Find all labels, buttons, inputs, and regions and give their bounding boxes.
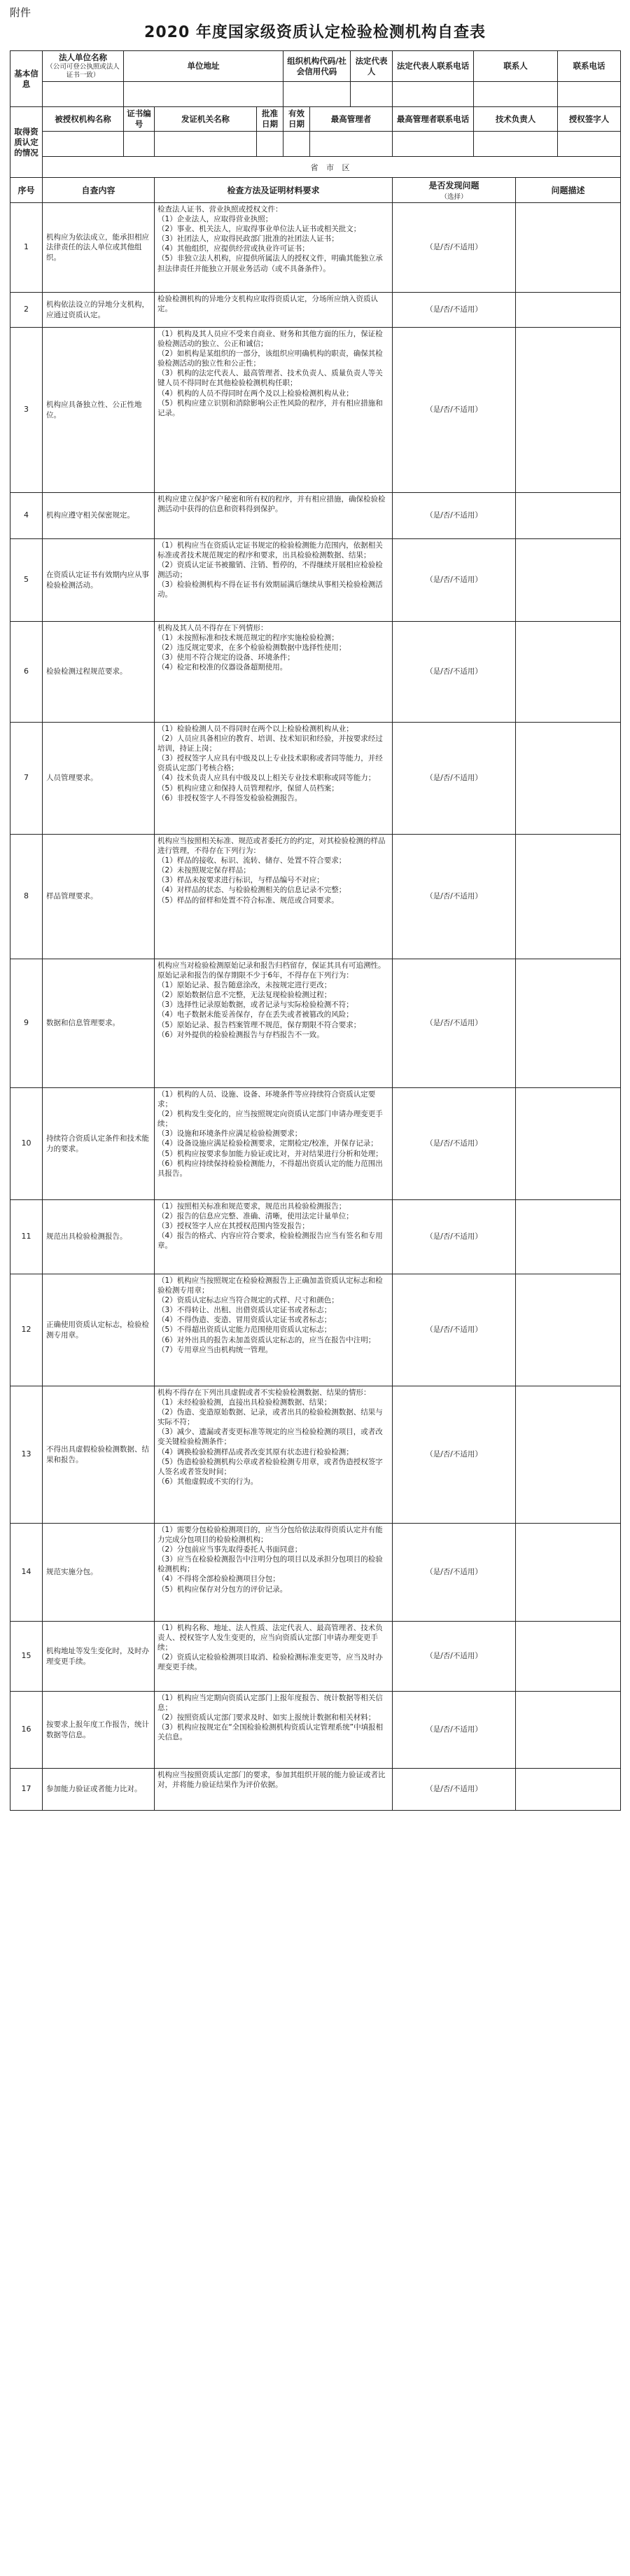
item-content: 样品管理要求。 [43,835,155,959]
item-no: 9 [10,959,43,1088]
basic-info-row-label: 基本信息 [10,51,43,107]
method-line: （7）专用章应当由机构统一管理。 [158,1345,273,1354]
item-content: 人员管理要求。 [43,723,155,835]
method-line: （5）机构应建立和保持人员管理程序，保留人员档案； [158,784,339,793]
item-content: 机构地址等发生变化时，及时办理变更手续。 [43,1622,155,1692]
item-content: 机构应为依法成立，能承担相应法律责任的法人单位或其他组织。 [43,203,155,293]
issue-description-field[interactable] [516,723,621,835]
cert-no-field[interactable] [124,132,155,157]
item-body [10,203,621,1811]
method-line: （4）不得将全部检验检测项目分包； [158,1575,280,1584]
table-row [10,1622,621,1692]
method-line: 检验检测机构的异地分支机构应取得资质认定，分场所应纳入资质认定。 [158,295,379,314]
method-line: （2）如机构是某组织的一部分，该组织应明确机构的职责，确保其检验检测活动的独立性和公正性； [158,349,383,368]
issue-found-select[interactable]: （是/否/不适用） [393,1622,516,1692]
method-line: （4）设备设施应满足检验检测要求，定期检定/校准，并保存记录； [158,1139,378,1148]
method-line: 机构应当按照相关标准、规范或者委托方的约定，对其检验检测的样品进行管理，不得存在下列行为： [158,837,386,856]
col-no: 序号 [10,178,43,203]
item-no: 12 [10,1274,43,1386]
method-line: （4）调换检验检测样品或者改变其原有状态进行检验检测； [158,1447,354,1456]
top-manager-phone-field[interactable] [393,132,474,157]
item-methods [155,493,393,539]
header-valid-date: 有效日期 [284,107,310,132]
method-line: （1）按照相关标准和规范要求，规范出具检验检测报告； [158,1202,346,1211]
method-line: （3）不得转让、出租、出借资质认定证书或者标志； [158,1306,332,1315]
method-line: （1）机构名称、地址、法人性质、法定代表人、最高管理者、技术负责人、授权签字人发生变更的，应当向资质认定部门申请办理变更手续； [158,1624,383,1652]
issue-found-select[interactable]: （是/否/不适用） [393,493,516,539]
method-line: 机构应当对检验检测原始记录和报告归档留存，保证其具有可追溯性。原始记录和报告的保存期限不少于6年，不得存在下列行为： [158,961,386,980]
issue-description-field[interactable] [516,1692,621,1769]
item-content: 在资质认定证书有效期内应从事检验检测活动。 [43,539,155,622]
method-line: （5）机构应建立识别和消除影响公正性风险的程序，并有相应措施和记录。 [158,398,383,417]
item-content: 数据和信息管理要求。 [43,959,155,1088]
authorized-org-field[interactable] [43,132,124,157]
issue-description-field[interactable] [516,1274,621,1386]
table-row [10,1386,621,1524]
item-no: 11 [10,1200,43,1274]
issue-description-field[interactable] [516,493,621,539]
issue-description-field[interactable] [516,622,621,723]
method-line: （1）未经检验检测，直接出具检验检测数据、结果； [158,1398,332,1407]
item-content: 不得出具虚假检验检测数据、结果和报告。 [43,1386,155,1524]
method-line: （3）社团法人，应取得民政部门批准的社团法人证书； [158,235,339,244]
table-row [10,959,621,1088]
method-line: （2）伪造、变造原始数据、记录，或者出具的检验检测数据、结果与实际不符； [158,1408,383,1427]
method-line: （2）违反规定要求，在多个检验检测数据中选择性使用； [158,643,346,653]
item-methods [155,1622,393,1692]
item-content: 机构依法设立的异地分支机构，应通过资质认定。 [43,293,155,328]
method-line: （3）检验检测机构不得在证书有效期届满后继续从事相关检验检测活动。 [158,580,383,599]
method-line: （1）机构及其人员应不受来自商业、财务和其他方面的压力，保证检验检测活动的独立、公正和诚信； [158,330,383,349]
item-no: 17 [10,1769,43,1811]
issue-found-select[interactable]: （是/否/不适用） [393,622,516,723]
item-methods [155,1200,393,1274]
issue-description-field[interactable] [516,539,621,622]
authorized-signer-field[interactable] [558,132,621,157]
approval-date-field[interactable] [257,132,284,157]
issue-found-select[interactable]: （是/否/不适用） [393,1274,516,1386]
col-methods: 检查方法及证明材料要求 [155,178,393,203]
method-line: （1）企业法人，应取得营业执照； [158,215,273,224]
issuing-authority-field[interactable] [155,132,257,157]
table-row [10,293,621,328]
issue-description-field[interactable] [516,1622,621,1692]
header-cert-no: 证书编号 [124,107,155,132]
item-content: 按要求上报年度工作报告，统计数据等信息。 [43,1692,155,1769]
item-content: 机构应遵守相关保密规定。 [43,493,155,539]
method-line: （2）资质认定标志应当符合规定的式样、尺寸和颜色； [158,1296,339,1305]
col-check-label: 是否发现问题 [428,181,479,190]
issue-found-select[interactable]: （是/否/不适用） [393,959,516,1088]
table-row [10,1692,621,1769]
header-main: 法人单位名称 [59,53,107,62]
item-no: 16 [10,1692,43,1769]
method-line: （6）非授权签字人不得签发检验检测报告。 [158,793,302,802]
method-line: （6）对外提供的检验检测报告与存档报告不一致。 [158,1030,324,1039]
method-line: （2）报告的信息应完整、准确、清晰，使用法定计量单位； [158,1212,354,1221]
org-info-row-label: 取得资质认定的情况 [10,107,43,178]
method-line: （3）授权签字人应具有中级及以上专业技术职称或者同等能力，并经资质认定部门考核合格； [158,754,383,773]
item-methods [155,723,393,835]
method-line: （4）其他组织，应提供经营或执业许可证书； [158,244,309,253]
table-row [10,723,621,835]
org-code-field[interactable] [284,82,351,107]
item-methods [155,959,393,1088]
method-line: （1）未按照标准和技术规范规定的程序实施检验检测； [158,634,339,643]
method-line: （2）机构发生变化的，应当按照规定向资质认定部门申请办理变更手续； [158,1110,383,1129]
document-title: 2020 年度国家级资质认定检验检测机构自查表 [144,24,486,41]
item-no: 2 [10,293,43,328]
header-sub: （公司可登公执照或法人证书一致） [46,63,120,79]
item-content: 机构应具备独立性、公正性地位。 [43,328,155,493]
issue-description-field[interactable] [516,959,621,1088]
method-line: （6）机构应持续保持检验检测能力，不得超出资质认定的能力范围出具报告。 [158,1159,383,1178]
item-methods [155,1386,393,1524]
method-line: （2）未按照规定保存样品； [158,866,251,875]
tech-lead-field[interactable] [474,132,558,157]
item-methods [155,1692,393,1769]
org-info-value-row [10,132,621,157]
col-check-sub: （选择） [440,193,468,201]
method-line: （3）减少、遗漏或者变更标准等规定的应当检验检测的项目，或者改变关键检验检测条件； [158,1428,383,1447]
item-methods [155,539,393,622]
table-row [10,539,621,622]
method-line: （5）伪造检验检测机构公章或者检验检测专用章，或者伪造授权签字人签名或者签发时间； [158,1457,383,1476]
issue-description-field[interactable] [516,328,621,493]
method-line: （2）按照资质认定部门要求及时、如实上报统计数据和相关材料； [158,1713,376,1722]
method-line: （4）不得伪造、变造、冒用资质认定证书或者标志； [158,1316,332,1325]
valid-date-field[interactable] [284,132,310,157]
method-line: （2）事业、机关法人，应取得事业单位法人证书或相关批文； [158,225,361,234]
table-row [10,203,621,293]
item-no: 6 [10,622,43,723]
header-approval-date: 批准日期 [257,107,284,132]
col-check [393,178,516,203]
method-line: （2）分包前应当事先取得委托人书面同意； [158,1545,302,1554]
method-line: （1）检验检测人员不得同时在两个以上检验检测机构从业； [158,725,354,733]
issue-found-select[interactable]: （是/否/不适用） [393,1769,516,1811]
top-manager-field[interactable] [310,132,393,157]
legal-rep-field[interactable] [351,82,393,107]
method-line: （4）报告的格式、内容应符合要求，检验检测报告应当有签名和专用章。 [158,1232,383,1251]
table-row [10,493,621,539]
method-line: （4）对样品的状态、与检验检测相关的信息记录不完整； [158,886,346,895]
issue-description-field[interactable] [516,1200,621,1274]
item-content: 正确使用资质认定标志，检验检测专用章。 [43,1274,155,1386]
method-line: （3）样品未按要求进行标识，与样品编号不对应； [158,876,324,885]
method-line: （5）机构应按要求参加能力验证或比对，并对结果进行分析和处理； [158,1149,383,1158]
legal-entity-name-field[interactable] [43,82,124,107]
issue-description-field[interactable] [516,203,621,293]
issue-found-select[interactable]: （是/否/不适用） [393,1692,516,1769]
table-row [10,835,621,959]
org-address-field[interactable]: 省 市 区 [43,157,621,178]
header-top-manager: 最高管理者 [310,107,393,132]
method-line: （3）设施和环境条件应满足检验检测要求； [158,1129,302,1139]
issue-found-select[interactable]: （是/否/不适用） [393,293,516,328]
item-content: 检验检测过程规范要求。 [43,622,155,723]
issue-found-select[interactable]: （是/否/不适用） [393,723,516,835]
col-desc: 问题描述 [516,178,621,203]
method-line: （3）授权签字人应在其授权范围内签发报告； [158,1222,309,1231]
header-unit-address: 单位地址 [124,51,284,82]
method-line: （5）机构应保存对分包方的评价记录。 [158,1585,288,1594]
method-line: （3）选择性记录原始数据，或者记录与实际检验检测不符； [158,1001,354,1010]
method-line: （1）样品的接收、标识、流转、储存、处置不符合要求； [158,856,346,865]
header-top-manager-phone: 最高管理者联系电话 [393,107,474,132]
table-row [10,1274,621,1386]
item-no: 3 [10,328,43,493]
method-line: 机构应当按照资质认定部门的要求，参加其组织开展的能力验证或者比对，并将能力验证结果作为评价依据。 [158,1771,386,1790]
header-contact-phone: 联系电话 [558,51,621,82]
attachment-label: 附件 [10,6,31,19]
item-no: 14 [10,1524,43,1622]
item-no: 10 [10,1088,43,1200]
method-line: （3）机构的法定代表人、最高管理者、技术负责人、质量负责人等关键人员不得同时在其他检验检测机构任职； [158,369,383,388]
item-no: 1 [10,203,43,293]
issue-description-field[interactable] [516,1524,621,1622]
header-legal-rep: 法定代表人 [351,51,393,82]
method-line: （4）机构的人员不得同时在两个及以上检验检测机构从业； [158,389,354,398]
method-line: （1）原始记录、报告随意涂改，未按规定进行更改； [158,981,332,990]
issue-description-field[interactable] [516,835,621,959]
table-row [10,622,621,723]
item-methods [155,1274,393,1386]
item-content: 规范实施分包。 [43,1524,155,1622]
item-no: 8 [10,835,43,959]
issue-found-select[interactable]: （是/否/不适用） [393,203,516,293]
item-no: 5 [10,539,43,622]
table-row [10,328,621,493]
method-line: （4）技术负责人应具有中级及以上相关专业技术职称或同等能力； [158,774,376,783]
issue-found-select[interactable]: （是/否/不适用） [393,539,516,622]
item-methods [155,622,393,723]
method-line: （4）检定和校准的仪器设备超期使用。 [158,663,288,672]
method-line: （5）不得超出资质认定能力范围使用资质认定标志； [158,1325,332,1335]
method-line: （3）机构应按规定在“全国检验检测机构资质认定管理系统”中填报相关信息。 [158,1723,384,1742]
item-methods [155,835,393,959]
item-methods [155,1088,393,1200]
method-line: （3）应当在检验检测报告中注明分包的项目以及承担分包项目的检验检测机构； [158,1555,383,1574]
basic-info-value-row [10,82,621,107]
method-line: （5）非独立法人机构，应提供所属法人的授权文件，明确其能独立承担法律责任并能独立开展业务活动（或不具备条件）。 [158,254,383,273]
method-line: （2）资质认定检验检测项目取消、检验检测标准变更等，应当及时办理变更手续。 [158,1653,383,1672]
issue-description-field[interactable] [516,293,621,328]
method-line: （1）机构的人员、设施、设备、环境条件等应持续符合资质认定要求； [158,1090,376,1109]
item-no: 13 [10,1386,43,1524]
method-line: （2）人员应具备相应的教育、培训、技术知识和经验，并按要求经过培训，持证上岗； [158,734,383,753]
org-address-row [10,157,621,178]
column-header-row [10,178,621,203]
item-content: 持续符合资质认定条件和技术能力的要求。 [43,1088,155,1200]
header-org-code: 组织机构代码/社会信用代码 [284,51,351,82]
item-methods [155,203,393,293]
issue-found-select[interactable]: （是/否/不适用） [393,1524,516,1622]
table-row [10,1769,621,1811]
unit-address-field[interactable] [124,82,284,107]
method-line: 机构不得存在下列出具虚假或者不实检验检测数据、结果的情形： [158,1388,371,1397]
item-no: 4 [10,493,43,539]
method-line: （2）原始数据信息不完整，无法复现检验检测过程； [158,991,332,1000]
issue-found-select[interactable]: （是/否/不适用） [393,1088,516,1200]
table-row [10,1088,621,1200]
contact-field[interactable] [474,82,558,107]
contact-phone-field[interactable] [558,82,621,107]
header-authorized-org: 被授权机构名称 [43,107,124,132]
header-legal-entity-name [43,51,124,82]
item-content: 规范出具检验检测报告。 [43,1200,155,1274]
item-no: 15 [10,1622,43,1692]
header-tech-lead: 技术负责人 [474,107,558,132]
header-authorized-signer: 授权签字人 [558,107,621,132]
item-methods [155,1524,393,1622]
table-row [10,1200,621,1274]
item-methods [155,293,393,328]
issue-found-select[interactable]: （是/否/不适用） [393,1386,516,1524]
method-line: （1）需要分包检验检测项目的，应当分包给依法取得资质认定并有能力完成分包项目的检验检测机构； [158,1526,383,1545]
org-info-header-row [10,107,621,132]
method-line: （1）机构应当定期向资质认定部门上报年度报告、统计数据等相关信息； [158,1694,383,1713]
method-line: 机构应建立保护客户秘密和所有权的程序，并有相应措施，确保检验检测活动中获得的信息和资料得到保护。 [158,495,386,514]
header-issuing-authority: 发证机关名称 [155,107,257,132]
issue-found-select[interactable]: （是/否/不适用） [393,835,516,959]
method-line: 检查法人证书、营业执照或授权文件： [158,205,283,214]
issue-description-field[interactable] [516,1386,621,1524]
header-legal-rep-phone: 法定代表人联系电话 [393,51,474,82]
method-line: （4）电子数据未能妥善保存，存在丢失或者被篡改的风险； [158,1010,354,1019]
method-line: （1）机构应当按照规定在检验检测报告上正确加盖资质认定标志和检验检测专用章； [158,1276,383,1295]
issue-found-select[interactable]: （是/否/不适用） [393,328,516,493]
issue-found-select[interactable]: （是/否/不适用） [393,1200,516,1274]
item-methods [155,1769,393,1811]
table-row [10,1524,621,1622]
method-line: （6）对外出具的报告未加盖资质认定标志的，应当在报告中注明； [158,1335,376,1344]
method-line: （5）原始记录、报告档案管理不规范，保存期限不符合要求； [158,1020,361,1029]
method-line: （3）使用不符合规定的设备、环境条件； [158,653,295,662]
basic-info-header-row [10,51,621,82]
issue-description-field[interactable] [516,1088,621,1200]
issue-description-field[interactable] [516,1769,621,1811]
self-inspection-table [10,50,621,1811]
method-line: （1）机构应当在资质认定证书规定的检验检测能力范围内，依据相关标准或者技术规范规定的程序和要求，出具检验检测数据、结果； [158,541,383,560]
header-contact: 联系人 [474,51,558,82]
method-line: （5）样品的留样和处置不符合标准、规范或合同要求。 [158,896,339,905]
item-content: 参加能力验证或者能力比对。 [43,1769,155,1811]
method-line: （6）其他虚假或不实的行为。 [158,1477,258,1486]
col-content: 自查内容 [43,178,155,203]
item-no: 7 [10,723,43,835]
method-line: （2）资质认定证书被撤销、注销、暂停的，不得继续开展相应检验检测活动； [158,561,383,580]
legal-rep-phone-field[interactable] [393,82,474,107]
item-methods [155,328,393,493]
method-line: 机构及其人员不得存在下列情形： [158,624,268,632]
